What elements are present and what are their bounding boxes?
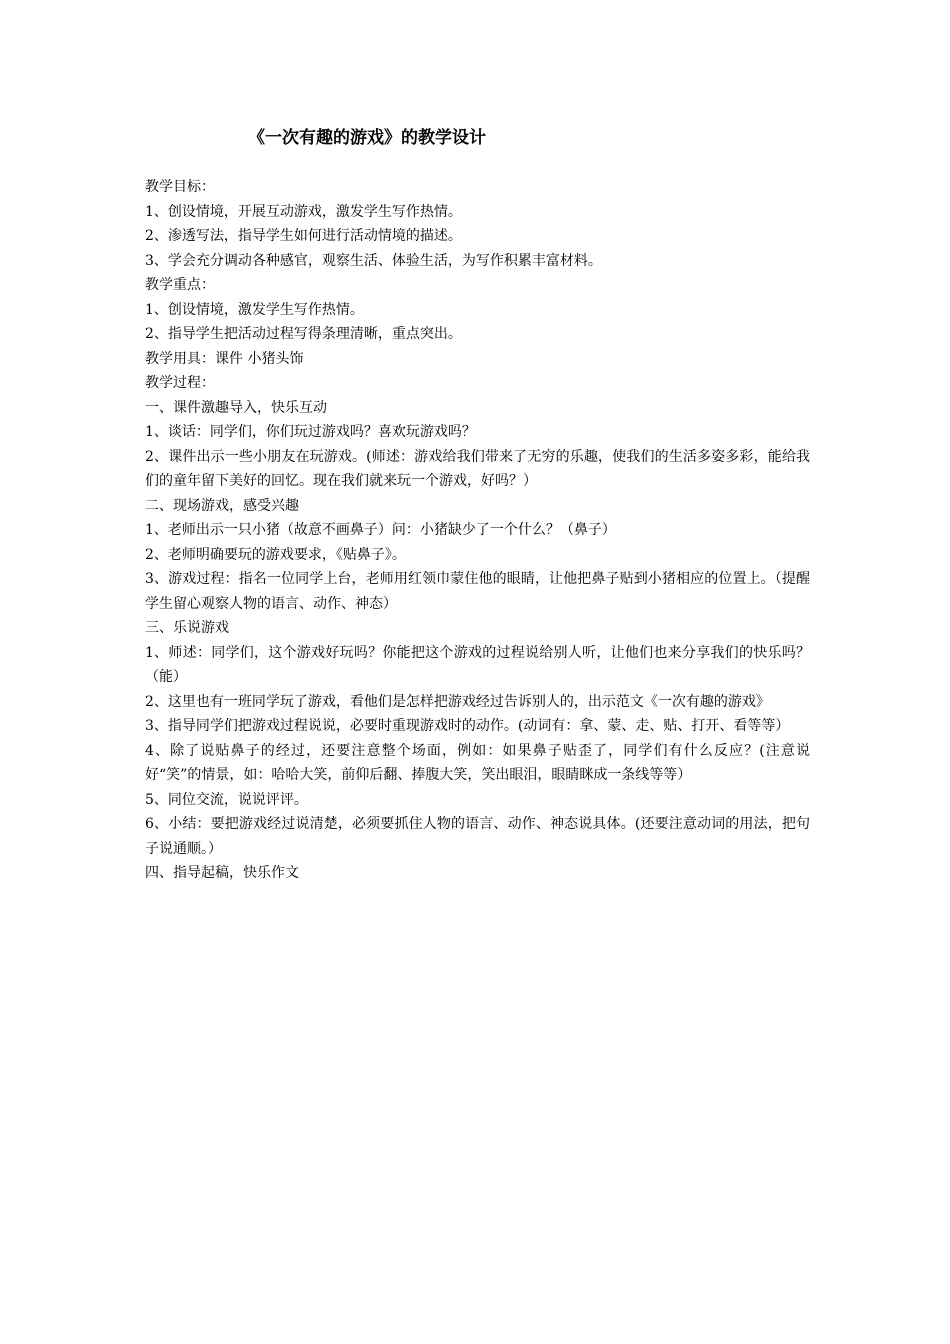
teaching-tools: 教学用具：课件 小猪头饰 bbox=[145, 350, 304, 367]
section-heading-objectives: 教学目标： bbox=[145, 179, 215, 195]
key-point-item: 2、指导学生把活动过程写得条理清晰，重点突出。 bbox=[145, 326, 462, 342]
process-step-item: 2、这里也有一班同学玩了游戏，看他们是怎样把游戏经过告诉别人的，出示范文《一次有趣的游戏》 bbox=[145, 693, 770, 710]
objective-item: 3、学会充分调动各种感官，观察生活、体验生活，为写作积累丰富材料。 bbox=[145, 252, 602, 269]
document-body bbox=[145, 175, 810, 886]
process-step-heading: 三、乐说游戏 bbox=[145, 620, 229, 636]
process-step-heading: 四、指导起稿，快乐作文 bbox=[145, 865, 299, 881]
process-step-item: 1、谈话：同学们，你们玩过游戏吗？喜欢玩游戏吗？ bbox=[145, 424, 476, 440]
objective-item: 1、创设情境，开展互动游戏，激发学生写作热情。 bbox=[145, 203, 462, 220]
section-heading-process: 教学过程： bbox=[145, 375, 215, 391]
process-step-heading: 二、现场游戏，感受兴趣 bbox=[145, 497, 299, 514]
section-heading-key-points: 教学重点： bbox=[145, 277, 215, 293]
process-step-item: 5、同位交流，说说评评。 bbox=[145, 791, 308, 808]
key-point-item: 1、创设情境，激发学生写作热情。 bbox=[145, 301, 364, 318]
process-step-item: 2、课件出示一些小朋友在玩游戏。(师述：游戏给我们带来了无穷的乐趣，使我们的生活多姿多彩，能给我们的童年留下美好的回忆。现在我们就来玩一个游戏，好吗？） bbox=[145, 448, 810, 489]
objective-item: 2、渗透写法，指导学生如何进行活动情境的描述。 bbox=[145, 228, 462, 244]
process-step-item: 2、老师明确要玩的游戏要求，《贴鼻子》。 bbox=[145, 546, 406, 563]
process-step-heading: 一、课件激趣导入，快乐互动 bbox=[145, 399, 327, 416]
process-step-item: 6、小结：要把游戏经过说清楚，必须要抓住人物的语言、动作、神态说具体。(还要注意动词的用法，把句子说通顺。） bbox=[145, 816, 810, 857]
process-step-item: 1、师述：同学们，这个游戏好玩吗？你能把这个游戏的过程说给别人听，让他们也来分享我们的快乐吗？（能） bbox=[145, 644, 810, 685]
process-step-item: 3、指导同学们把游戏过程说说，必要时重现游戏时的动作。(动词有：拿、蒙、走、贴、打开、看等等） bbox=[145, 718, 790, 734]
process-step-item: 3、游戏过程：指名一位同学上台，老师用红领巾蒙住他的眼睛，让他把鼻子贴到小猪相应的位置上。（提醒学生留心观察人物的语言、动作、神态） bbox=[145, 571, 810, 612]
process-step-item: 1、老师出示一只小猪（故意不画鼻子）问：小猪缺少了一个什么？（鼻子） bbox=[145, 522, 616, 538]
process-step-item: 4、除了说贴鼻子的经过，还要注意整个场面，例如：如果鼻子贴歪了，同学们有什么反应？(注意说好“笑”的情景，如：哈哈大笑，前仰后翻、捧腹大笑，笑出眼泪，眼睛眯成一条线等等） bbox=[145, 742, 810, 783]
document-title: 《一次有趣的游戏》的教学设计 bbox=[248, 128, 486, 148]
